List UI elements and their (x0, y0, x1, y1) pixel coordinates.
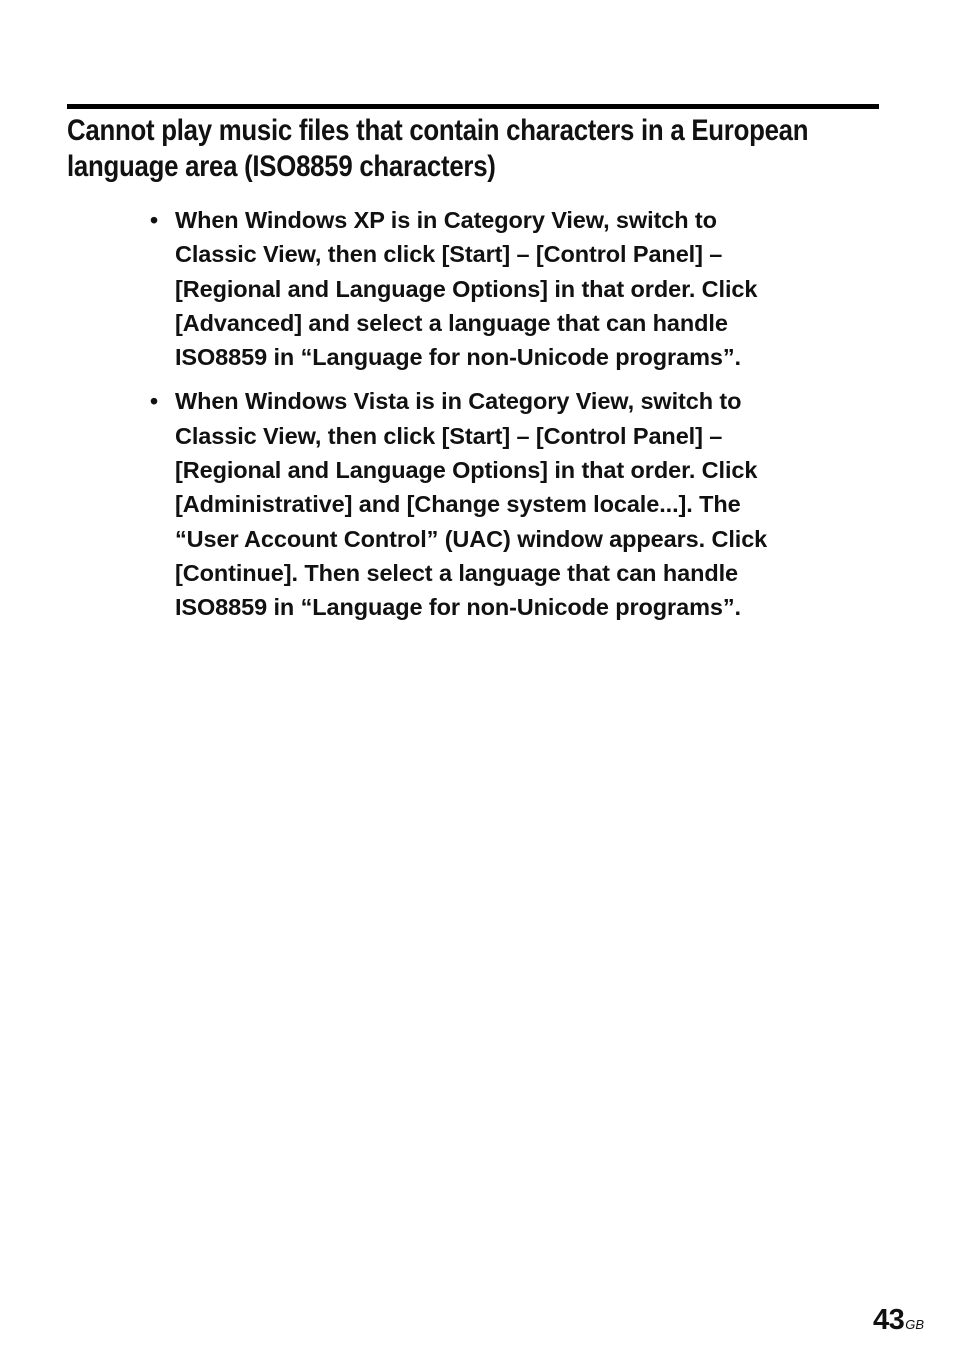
instruction-line: When Windows Vista is in Category View, switch to (175, 388, 742, 415)
instruction-text (175, 384, 850, 624)
instruction-line: ISO8859 in “Language for non-Unicode programs”. (175, 344, 741, 371)
instruction-line: When Windows XP is in Category View, switch to (175, 207, 717, 233)
instruction-item-windows-xp (150, 203, 850, 374)
instruction-line: [Advanced] and select a language that can handle (175, 309, 728, 336)
page-number (873, 1303, 924, 1337)
heading-line: language area (ISO8859 characters) (67, 150, 496, 183)
section-heading (67, 113, 809, 185)
instruction-line: Classic View, then click [Start] – [Control Panel] – (175, 422, 723, 449)
section-rule (67, 104, 879, 109)
instruction-line: “User Account Control” (UAC) window appears. Click (175, 525, 768, 552)
page-number-value: 43 (872, 1304, 905, 1336)
instruction-line: [Regional and Language Options] in that order. Click (175, 457, 758, 484)
instruction-line: [Regional and Language Options] in that order. Click (175, 275, 758, 302)
instruction-list (150, 203, 850, 635)
region-code: GB (905, 1317, 924, 1332)
instruction-line: Classic View, then click [Start] – [Control Panel] – (175, 241, 723, 268)
bullet-marker: • (150, 207, 159, 233)
instruction-item-windows-vista (150, 384, 850, 624)
instruction-line: ISO8859 in “Language for non-Unicode programs”. (175, 594, 741, 621)
instruction-line: [Continue]. Then select a language that can handle (175, 559, 738, 586)
heading-line: Cannot play music files that contain characters in a European (67, 114, 809, 147)
bullet-marker: • (150, 388, 159, 415)
instruction-text (175, 203, 850, 374)
instruction-line: [Administrative] and [Change system locale...]. The (175, 491, 741, 518)
